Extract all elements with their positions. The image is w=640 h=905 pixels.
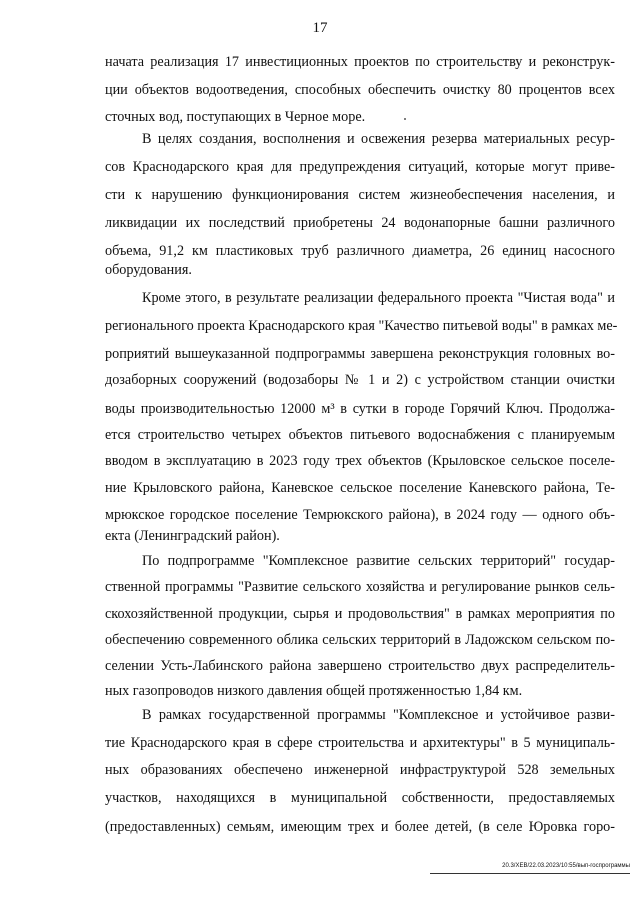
text-line: роприятий вышеуказанной подпрограммы завершена реконструкция головных во- — [105, 346, 615, 362]
footer-document-code: 20.3/ХЕВ/22.03.2023/10:55/вып-госпрограммы — [502, 863, 630, 869]
text-line: начата реализация 17 инвестиционных проектов по строительству и реконструк- — [105, 54, 615, 70]
text-line: По подпрограмме "Комплексное развитие сельских территорий" государ- — [142, 553, 615, 569]
text-line: екта (Ленинградский район). — [105, 528, 280, 544]
text-line: объема, 91,2 км пластиковых труб различного диаметра, 26 единиц насосного — [105, 243, 615, 259]
text-line: В рамках государственной программы "Комплексное и устойчивое разви- — [142, 707, 615, 723]
scan-speck — [404, 118, 406, 120]
footer-divider — [430, 873, 630, 874]
text-line: участков, находящихся в муниципальной собственности, предоставляемых — [105, 790, 615, 806]
text-line: оборудования. — [105, 262, 192, 278]
text-line: ликвидации их последствий приобретены 24 водонапорные башни различного — [105, 215, 615, 231]
text-line: тие Краснодарского края в сфере строительства и архитектуры" в 5 муниципаль- — [105, 735, 615, 751]
text-line: мрюкское городское поселение Темрюкского района), в 2024 году — одного объ- — [105, 507, 615, 523]
page-number: 17 — [312, 20, 328, 36]
text-line: вводом в эксплуатацию в 2023 году трех объектов (Крыловское сельское поселе- — [105, 453, 615, 469]
text-line: Кроме этого, в результате реализации федерального проекта "Чистая вода" и — [142, 290, 615, 306]
text-line: ется строительство четырех объектов питьевого водоснабжения с планируемым — [105, 427, 615, 443]
text-line: (предоставленных) семьям, имеющим трех и более детей, (в селе Юровка горо- — [105, 819, 615, 835]
text-line: В целях создания, восполнения и освежения резерва материальных ресур- — [142, 131, 615, 147]
text-line: ных газопроводов низкого давления общей протяженностью 1,84 км. — [105, 683, 523, 699]
text-line: сти к нарушению функционирования систем жизнеобеспечения населения, и — [105, 187, 615, 203]
text-line: дозаборных сооружений (водозаборы № 1 и 2) с устройством станции очистки — [105, 372, 615, 388]
text-line: сточных вод, поступающих в Черное море. — [105, 109, 366, 125]
text-line: сов Краснодарского края для предупреждения ситуаций, которые могут приве- — [105, 159, 615, 175]
text-line: воды производительностью 12000 м³ в сутки в городе Горячий Ключ. Продолжа- — [105, 401, 615, 417]
text-line: ции объектов водоотведения, способных обеспечить очистку 80 процентов всех — [105, 82, 615, 98]
text-line: скохозяйственной продукции, сырья и продовольствия" в рамках мероприятия по — [105, 606, 615, 622]
text-line: ние Крыловского района, Каневское сельское поселение Каневского района, Те- — [105, 480, 615, 496]
text-line: ственной программы "Развитие сельского хозяйства и регулирование рынков сель- — [105, 579, 615, 595]
text-line: селении Усть-Лабинского района завершено строительство двух распределитель- — [105, 658, 615, 674]
text-line: обеспечению современного облика сельских территорий в Ладожском сельском по- — [105, 632, 615, 648]
text-line: регионального проекта Краснодарского края "Качество питьевой воды" в рамках ме- — [105, 318, 618, 334]
text-line: ных образованиях обеспечено инженерной инфраструктурой 528 земельных — [105, 762, 615, 778]
